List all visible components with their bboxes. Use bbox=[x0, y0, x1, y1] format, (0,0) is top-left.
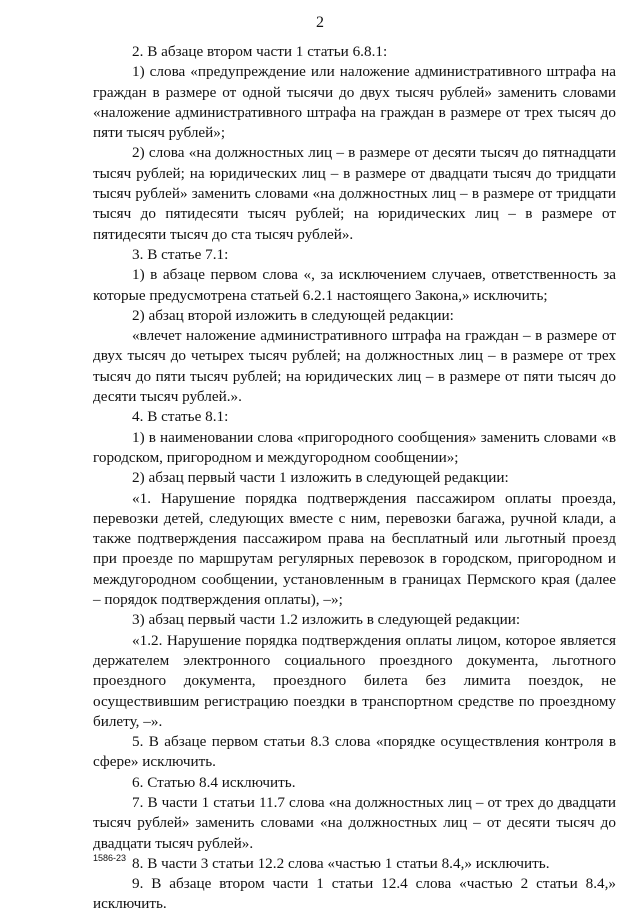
paragraph: «1. Нарушение порядка подтверждения пассажиром оплаты проезда, перевозки детей, следующих вместе с ним, перевозки багажа, ручной клади, а также подтверждения пассажиром права на бесплатный или льготный проезд при проезде по маршрутам регулярных перевозок в городском, пригородном и междугородном сообщении, установленным в границах Пермского края (далее – порядок подтверждения оплаты), –»; bbox=[93, 489, 616, 609]
paragraph: 2) абзац второй изложить в следующей редакции: bbox=[132, 306, 454, 324]
paragraph: 6. Статью 8.4 исключить. bbox=[132, 773, 296, 791]
paragraph: 4. В статье 8.1: bbox=[132, 408, 229, 426]
paragraph: «влечет наложение административного штрафа на граждан – в размере от двух тысяч до четырех тысяч рублей; на должностных лиц – в размере от трех тысяч до пяти тысяч рублей; на юридических лиц – в размере от пяти тысяч до десяти тысяч рублей.». bbox=[93, 327, 616, 406]
paragraph: 3) абзац первый части 1.2 изложить в следующей редакции: bbox=[132, 611, 521, 629]
paragraph: «1.2. Нарушение порядка подтверждения оплаты лицом, которое является держателем электронного социального проездного документа, льготного проездного документа, проездного билета без лимита поездок, не осуществившим регистрацию поездки в транспортном средстве по проездному билету, –». bbox=[93, 631, 616, 730]
paragraph: 3. В статье 7.1: bbox=[132, 245, 229, 263]
document-code: 1586-23 bbox=[93, 853, 127, 863]
paragraph: 9. В абзаце втором части 1 статьи 12.4 слова «частью 2 статьи 8.4,» исключить. bbox=[93, 875, 616, 913]
paragraph: 1) слова «предупреждение или наложение административного штрафа на граждан в размере от одной тысячи до двух тысяч рублей» заменить словами «наложение административного штрафа на граждан в размере от трех тысяч до пяти тысяч рублей»; bbox=[93, 63, 616, 142]
paragraph: 2) слова «на должностных лиц – в размере от десяти тысяч до пятнадцати тысяч рублей; на юридических лиц – в размере от двадцати тысяч до тридцати тысяч рублей» заменить словами «на должностных лиц – в размере от тридцати тысяч до пятидесяти тысяч рублей; на юридических лиц – в размере от пятидесяти тысяч до ста тысяч рублей». bbox=[93, 144, 616, 243]
page-number: 2 bbox=[316, 14, 324, 31]
paragraph: 1) в абзаце первом слова «, за исключением случаев, ответственность за которые предусмотрена статьей 6.2.1 настоящего Закона,» исключить; bbox=[93, 266, 616, 304]
paragraph: 2) абзац первый части 1 изложить в следующей редакции: bbox=[132, 469, 509, 487]
paragraph: 2. В абзаце втором части 1 статьи 6.8.1: bbox=[132, 43, 388, 60]
paragraph: 7. В части 1 статьи 11.7 слова «на должностных лиц – от трех до двадцати тысяч рублей» заменить словами «на должностных лиц – от десяти тысяч до двадцати тысяч рублей». bbox=[93, 793, 616, 852]
paragraph: 5. В абзаце первом статьи 8.3 слова «порядке осуществления контроля в сфере» исключить. bbox=[93, 733, 616, 771]
paragraph: 8. В части 3 статьи 12.2 слова «частью 1 статьи 8.4,» исключить. bbox=[132, 854, 550, 872]
document-body bbox=[93, 42, 616, 915]
paragraph: 1) в наименовании слова «пригородного сообщения» заменить словами «в городском, пригородном и междугородном сообщении»; bbox=[93, 428, 616, 466]
